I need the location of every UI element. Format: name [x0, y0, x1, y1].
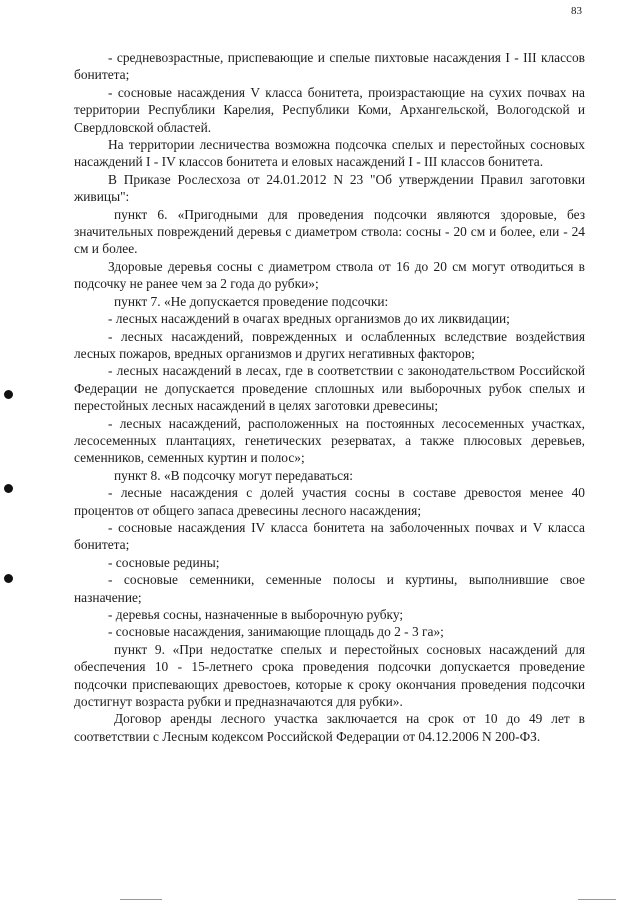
paragraph-damaged-stands: - лесных насаждений, поврежденных и ослабленных вследствие воздействия лесных пожаров, вредных организмов и других негативных факторов; — [74, 328, 585, 361]
scan-edge-mark-left — [120, 899, 162, 900]
paragraph-lease-agreement: Договор аренды лесного участка заключается на срок от 10 до 49 лет в соответствии с Лесным кодексом Российской Федерации от 04.12.2006 N 200-ФЗ. — [74, 711, 585, 744]
document-body — [74, 49, 585, 745]
paragraph-swamp-pine: - сосновые насаждения IV класса бонитета на заболоченных почвах и V класса бонитета; — [74, 519, 585, 553]
paragraph-small-area: - сосновые насаждения, занимающие площадь до 2 - 3 га»; — [108, 624, 444, 640]
paragraph-pest-outbreaks: - лесных насаждений в очагах вредных организмов до их ликвидации; — [108, 311, 510, 327]
paragraph-clause-8: пункт 8. «В подсочку могут передаваться: — [114, 467, 354, 483]
paragraph-protected-forests: - лесных насаждений в лесах, где в соответствии с законодательством Российской Федерации не допускается проведение сплошных или выборочных рубок спелых и перестойных лесных насаждений в целях заготовки древесины; — [74, 363, 585, 414]
scan-edge-mark-right — [578, 899, 616, 900]
paragraph-healthy-trees: Здоровые деревья сосны с диаметром ствола от 16 до 20 см могут отводиться в подсочку не ранее чем за 2 года до рубки»; — [74, 258, 585, 292]
paragraph-pine-share: - лесные насаждения с долей участия сосны в составе древостоя менее 40 процентов от общего запаса древесины лесного насаждения; — [74, 485, 585, 518]
paragraph-clause-7: пункт 7. «Не допускается проведение подсочки: — [114, 293, 389, 309]
paragraph-pine-sparse: - сосновые редины; — [108, 554, 220, 570]
paragraph-fir-stands: - средневозрастные, приспевающие и спелые пихтовые насаждения I - III классов бонитета; — [74, 50, 585, 83]
paragraph-clause-9: пункт 9. «При недостатке спелых и перестойных сосновых насаждений для обеспечения 10 - 15-летнего срока проведения подсочки допускается проведение подсочки приспевающих древостоев, которые к сроку окончания проведения подсочки достигнут возраста рубки и предназначаются для рубки». — [74, 641, 585, 710]
page-number: 83 — [571, 5, 582, 17]
paragraph-order-reference: В Приказе Рослесхоза от 24.01.2012 N 23 "Об утверждении Правил заготовки живицы": — [74, 171, 585, 205]
paragraph-seed-sites: - лесных насаждений, расположенных на постоянных лесосеменных участках, лесосеменных плантациях, генетических резерватах, а также плюсовых деревьев, семенников, семенных куртин и полос»; — [74, 415, 585, 466]
punch-hole-bottom — [4, 574, 13, 583]
punch-hole-middle — [4, 484, 13, 493]
paragraph-pine-stands-v-class: - сосновые насаждения V класса бонитета, произрастающие на сухих почвах на территории Республики Карелия, Республики Коми, Архангельской, Вологодской и Свердловской областей. — [74, 84, 585, 135]
paragraph-clause-6: пункт 6. «Пригодными для проведения подсочки являются здоровые, без значительных повреждений деревья с диаметром ствола: сосны - 20 см и более, ели - 24 см и более. — [74, 206, 585, 257]
paragraph-forestry-tapping: На территории лесничества возможна подсочка спелых и перестойных сосновых насаждений I - IV классов бонитета и еловых насаждений I - III классов бонитета. — [74, 137, 585, 170]
paragraph-seed-trees: - сосновые семенники, семенные полосы и куртины, выполнившие свое назначение; — [74, 572, 585, 605]
punch-hole-top — [4, 390, 13, 399]
paragraph-selective-felling: - деревья сосны, назначенные в выборочную рубку; — [108, 607, 404, 622]
